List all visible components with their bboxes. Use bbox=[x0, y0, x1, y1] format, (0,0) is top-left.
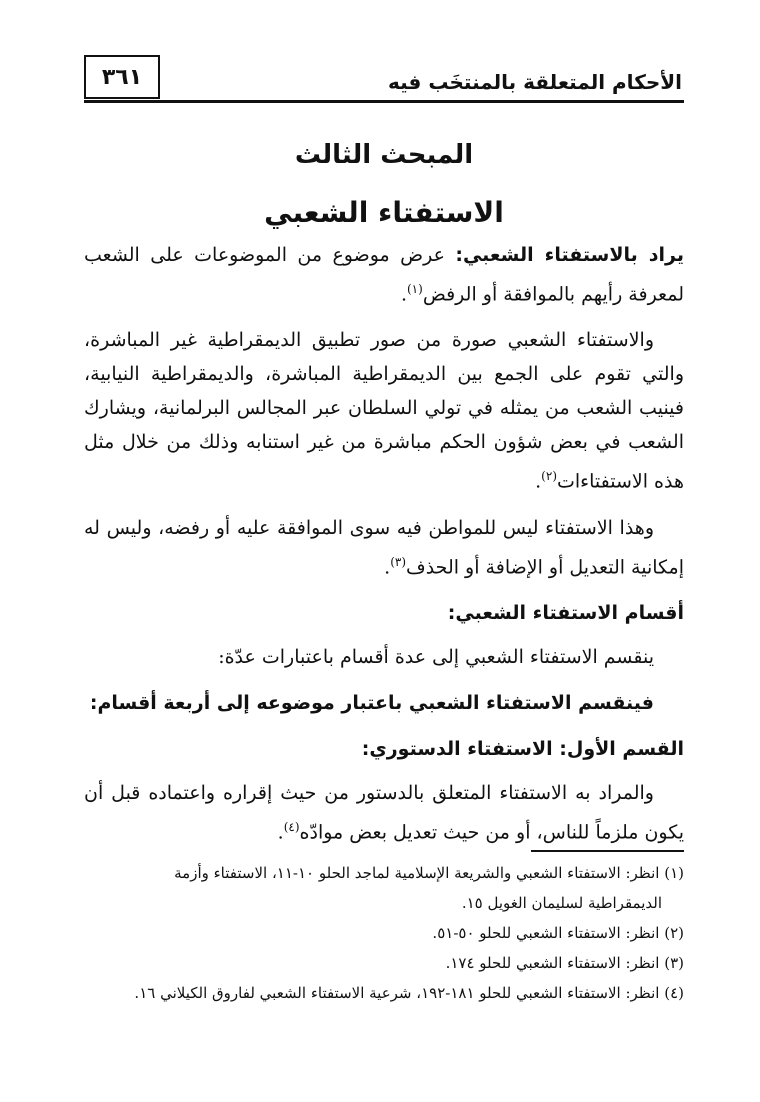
period: . bbox=[535, 470, 542, 493]
paragraph-2 bbox=[84, 323, 684, 498]
footnote-3: (٣) انظر: الاستفتاء الشعبي للحلو ١٧٤. bbox=[445, 954, 684, 972]
page-number: ٣٦١ bbox=[101, 64, 143, 90]
paragraph-5: فينقسم الاستفتاء الشعبي باعتبار موضوعه إلى أربعة أقسام: bbox=[89, 691, 654, 714]
page-number-box bbox=[84, 55, 160, 99]
definition-lead: يراد بالاستفتاء الشعبي: bbox=[455, 244, 684, 266]
paragraph-4: ينقسم الاستفتاء الشعبي إلى عدة أقسام باعتبارات عدّة: bbox=[218, 645, 654, 668]
paragraph-6-text: والمراد به الاستفتاء المتعلق بالدستور من حيث إقراره واعتماده قبل أن يكون ملزماً للناس، أو من حيث تعديل بعض موادّه bbox=[84, 781, 684, 844]
section-subtitle: الاستفتاء الشعبي bbox=[264, 196, 504, 229]
footnote-ref-3: (٣) bbox=[390, 554, 407, 569]
subheading-constitutional: القسم الأول: الاستفتاء الدستوري: bbox=[361, 737, 684, 760]
footnote-2: (٢) انظر: الاستفتاء الشعبي للحلو ٥٠-٥١. bbox=[432, 924, 684, 942]
footnote-rule bbox=[531, 850, 684, 852]
running-header-title: الأحكام المتعلقة بالمنتخَب فيه bbox=[387, 70, 682, 94]
footnote-1: (١) انظر: الاستفتاء الشعبي والشريعة الإسلامية لماجد الحلو ١٠-١١، الاستفتاء وأزمة bbox=[174, 864, 684, 882]
paragraph-6 bbox=[84, 776, 684, 849]
footnote-1-continued: الديمقراطية لسليمان الغويل ١٥. bbox=[461, 894, 662, 912]
definition-text: عرض موضوع من الموضوعات على الشعب لمعرفة رأيهم بالموافقة أو الرفض bbox=[84, 244, 684, 306]
period: . bbox=[277, 821, 284, 844]
footnote-ref-1: (١) bbox=[406, 282, 423, 296]
paragraph-3-text: وهذا الاستفتاء ليس للمواطن فيه سوى الموافقة عليه أو رفضه، وليس له إمكانية التعديل أو الإضافة أو الحذف bbox=[84, 516, 684, 578]
footnotes bbox=[84, 858, 684, 1008]
paragraph-2-text: والاستفتاء الشعبي صورة من صور تطبيق الديمقراطية غير المباشرة، والتي تقوم على الجمع بين الديمقراطية المباشرة، والديمقراطية النيابية، فينيب الشعب من يمثله في تولي السلطان عبر المجالس البرلمانية، ويشارك الشعب في بعض شؤون الحكم مباشرة من غير استنابه وذلك من خلال مثل هذه الاستفتاءات bbox=[84, 329, 684, 493]
header-rule bbox=[84, 100, 684, 103]
footnote-4: (٤) انظر: الاستفتاء الشعبي للحلو ١٨١-١٩٢، شرعية الاستفتاء الشعبي لفاروق الكيلاني ١٦. bbox=[134, 984, 684, 1002]
period: . bbox=[384, 555, 391, 578]
paragraph-definition bbox=[84, 238, 684, 311]
body-text bbox=[84, 238, 684, 861]
footnote-ref-2: (٢) bbox=[541, 469, 557, 484]
paragraph-3 bbox=[84, 511, 684, 584]
period: . bbox=[400, 283, 407, 306]
footnote-ref-4: (٤) bbox=[283, 819, 300, 834]
subheading-sections: أقسام الاستفتاء الشعبي: bbox=[447, 601, 684, 624]
section-title: المبحث الثالث bbox=[294, 140, 474, 170]
